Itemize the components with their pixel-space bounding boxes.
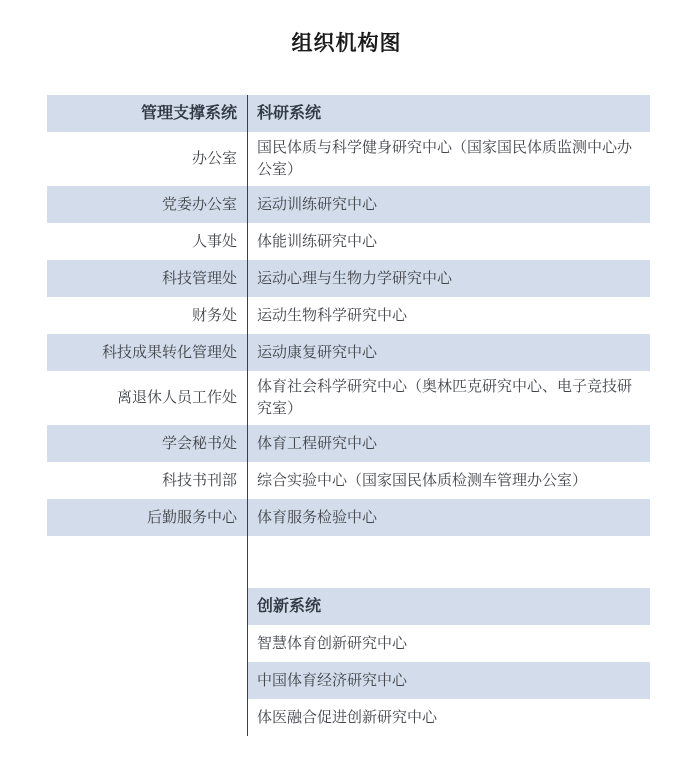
section-gap xyxy=(47,536,650,588)
center-cell: 国民体质与科学健身研究中心（国家国民体质监测中心办公室） xyxy=(257,140,633,178)
department-cell xyxy=(47,699,248,736)
center-cell: 体育服务检验中心 xyxy=(248,499,650,536)
department-cell: 离退休人员工作处 xyxy=(116,390,237,406)
department-cell xyxy=(47,625,248,662)
column-divider xyxy=(247,95,248,736)
department-cell: 学会秘书处 xyxy=(47,425,248,462)
header-management-support-system: 管理支撑系统 xyxy=(47,95,248,132)
center-cell: 智慧体育创新研究中心 xyxy=(257,635,408,652)
department-cell: 科技管理处 xyxy=(47,260,248,297)
center-cell: 中国体育经济研究中心 xyxy=(248,662,650,699)
center-cell: 运动训练研究中心 xyxy=(248,186,650,223)
org-table xyxy=(47,95,650,736)
innovation-header-left-empty xyxy=(47,588,248,625)
table-row xyxy=(47,132,650,186)
center-cell: 运动康复研究中心 xyxy=(248,334,650,371)
header-research-system: 科研系统 xyxy=(248,95,650,132)
table-row xyxy=(47,425,650,462)
table-row xyxy=(47,462,650,499)
center-cell: 体育社会科学研究中心（奥林匹克研究中心、电子竞技研究室） xyxy=(257,379,633,417)
page-title: 组织机构图 xyxy=(291,31,402,55)
department-cell: 人事处 xyxy=(191,233,237,250)
innovation-row xyxy=(47,699,650,736)
table-header-row xyxy=(47,95,650,132)
center-cell: 运动生物科学研究中心 xyxy=(257,307,408,324)
table-row xyxy=(47,371,650,425)
center-cell: 体育工程研究中心 xyxy=(248,425,650,462)
table-row xyxy=(47,499,650,536)
table-row xyxy=(47,260,650,297)
department-cell: 党委办公室 xyxy=(47,186,248,223)
table-row xyxy=(47,223,650,260)
department-cell: 科技成果转化管理处 xyxy=(47,334,248,371)
header-innovation-system: 创新系统 xyxy=(248,588,650,625)
innovation-row xyxy=(47,625,650,662)
center-cell: 运动心理与生物力学研究中心 xyxy=(248,260,650,297)
center-cell: 体医融合促进创新研究中心 xyxy=(257,709,438,726)
center-cell: 综合实验中心（国家国民体质检测车管理办公室） xyxy=(257,472,588,489)
department-cell: 财务处 xyxy=(191,307,237,324)
department-cell: 科技书刊部 xyxy=(161,472,237,489)
innovation-header-row xyxy=(47,588,650,625)
center-cell: 体能训练研究中心 xyxy=(257,233,378,250)
table-row xyxy=(47,186,650,223)
main-row-group xyxy=(47,132,650,536)
department-cell xyxy=(47,662,248,699)
innovation-row xyxy=(47,662,650,699)
department-cell: 办公室 xyxy=(191,151,237,167)
table-row xyxy=(47,334,650,371)
table-row xyxy=(47,297,650,334)
innovation-row-group xyxy=(47,625,650,736)
department-cell: 后勤服务中心 xyxy=(47,499,248,536)
